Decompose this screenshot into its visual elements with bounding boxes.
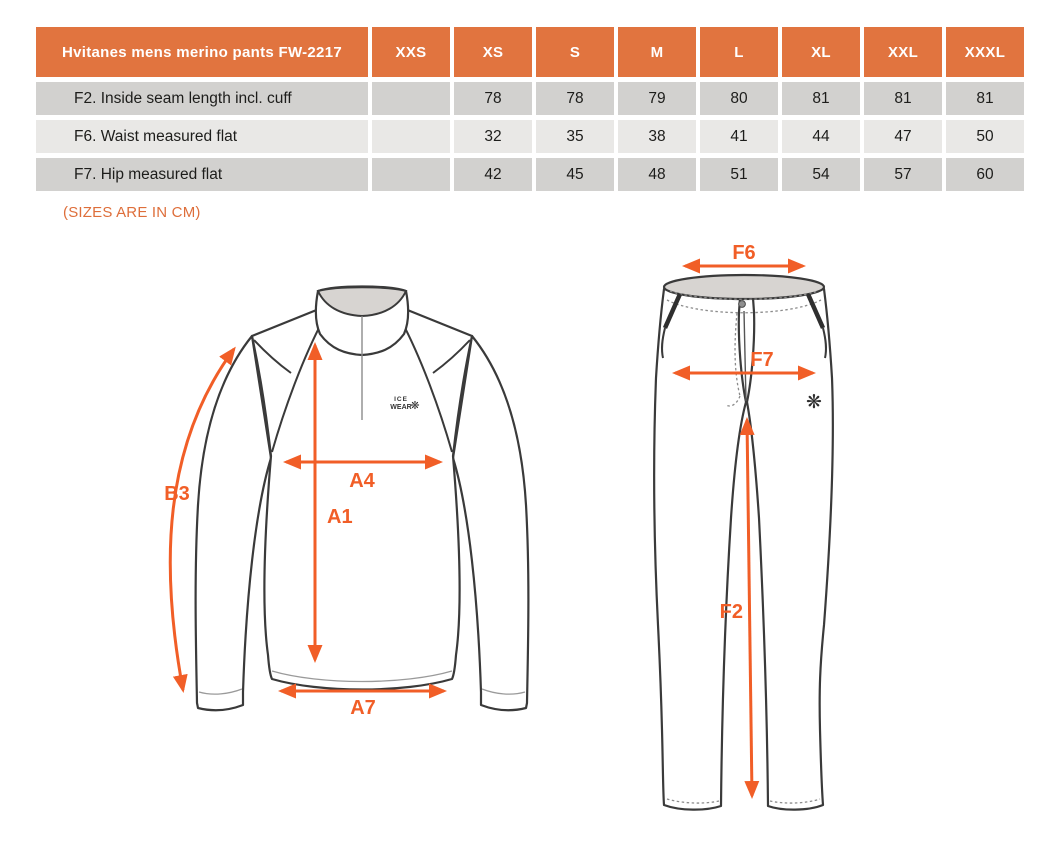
size-value-cell: 38 bbox=[618, 120, 696, 153]
table-row bbox=[36, 158, 1024, 191]
product-name-cell: Hvitanes mens merino pants FW-2217 bbox=[36, 27, 368, 77]
a7-label: A7 bbox=[350, 697, 376, 719]
size-value-cell: 35 bbox=[536, 120, 614, 153]
row-label-cell: F7. Hip measured flat bbox=[36, 158, 368, 191]
size-column-header: XS bbox=[454, 27, 532, 77]
f2-label: F2 bbox=[719, 601, 743, 623]
snowflake-icon: ❋ bbox=[806, 392, 822, 413]
snowflake-icon: ❋ bbox=[410, 400, 420, 412]
size-value-cell: 42 bbox=[454, 158, 532, 191]
size-column-header: XXS bbox=[372, 27, 450, 77]
size-value-cell: 60 bbox=[946, 158, 1024, 191]
size-value-cell: 45 bbox=[536, 158, 614, 191]
size-value-cell: 81 bbox=[946, 82, 1024, 115]
size-value-cell: 81 bbox=[864, 82, 942, 115]
table-row bbox=[36, 82, 1024, 115]
size-chart-table bbox=[32, 22, 1028, 196]
size-value-cell: 78 bbox=[454, 82, 532, 115]
size-value-cell: 80 bbox=[700, 82, 778, 115]
a1-label: A1 bbox=[327, 506, 353, 528]
sizes-note: (SIZES ARE IN CM) bbox=[63, 204, 201, 221]
size-value-cell bbox=[372, 158, 450, 191]
row-label-cell: F6. Waist measured flat bbox=[36, 120, 368, 153]
measurement-diagrams bbox=[0, 240, 1038, 857]
logo-text-ice: ICE bbox=[394, 396, 408, 403]
pants-left-leg bbox=[654, 289, 746, 810]
size-value-cell: 81 bbox=[782, 82, 860, 115]
size-chart-header-row bbox=[36, 27, 1024, 77]
size-value-cell: 50 bbox=[946, 120, 1024, 153]
pants-diagram bbox=[654, 242, 833, 810]
size-column-header: XXL bbox=[864, 27, 942, 77]
size-chart-body bbox=[36, 82, 1024, 191]
size-column-header: S bbox=[536, 27, 614, 77]
sweater-right-sleeve bbox=[453, 336, 528, 710]
size-value-cell bbox=[372, 120, 450, 153]
size-value-cell: 51 bbox=[700, 158, 778, 191]
f2-measure-arrow bbox=[747, 420, 752, 796]
f6-label: F6 bbox=[732, 242, 756, 264]
size-column-header: XXXL bbox=[946, 27, 1024, 77]
table-row bbox=[36, 120, 1024, 153]
sweater-diagram bbox=[164, 287, 528, 720]
b3-label: B3 bbox=[164, 483, 190, 505]
waist-button bbox=[739, 301, 746, 308]
f7-label: F7 bbox=[750, 349, 774, 371]
logo-text-wear: WEAR bbox=[390, 404, 412, 411]
size-value-cell bbox=[372, 82, 450, 115]
size-value-cell: 79 bbox=[618, 82, 696, 115]
size-value-cell: 47 bbox=[864, 120, 942, 153]
size-column-header: L bbox=[700, 27, 778, 77]
size-value-cell: 41 bbox=[700, 120, 778, 153]
size-value-cell: 78 bbox=[536, 82, 614, 115]
size-value-cell: 54 bbox=[782, 158, 860, 191]
size-column-header: M bbox=[618, 27, 696, 77]
size-value-cell: 44 bbox=[782, 120, 860, 153]
size-value-cell: 32 bbox=[454, 120, 532, 153]
a4-label: A4 bbox=[349, 470, 375, 492]
size-value-cell: 57 bbox=[864, 158, 942, 191]
size-column-header: XL bbox=[782, 27, 860, 77]
row-label-cell: F2. Inside seam length incl. cuff bbox=[36, 82, 368, 115]
size-value-cell: 48 bbox=[618, 158, 696, 191]
